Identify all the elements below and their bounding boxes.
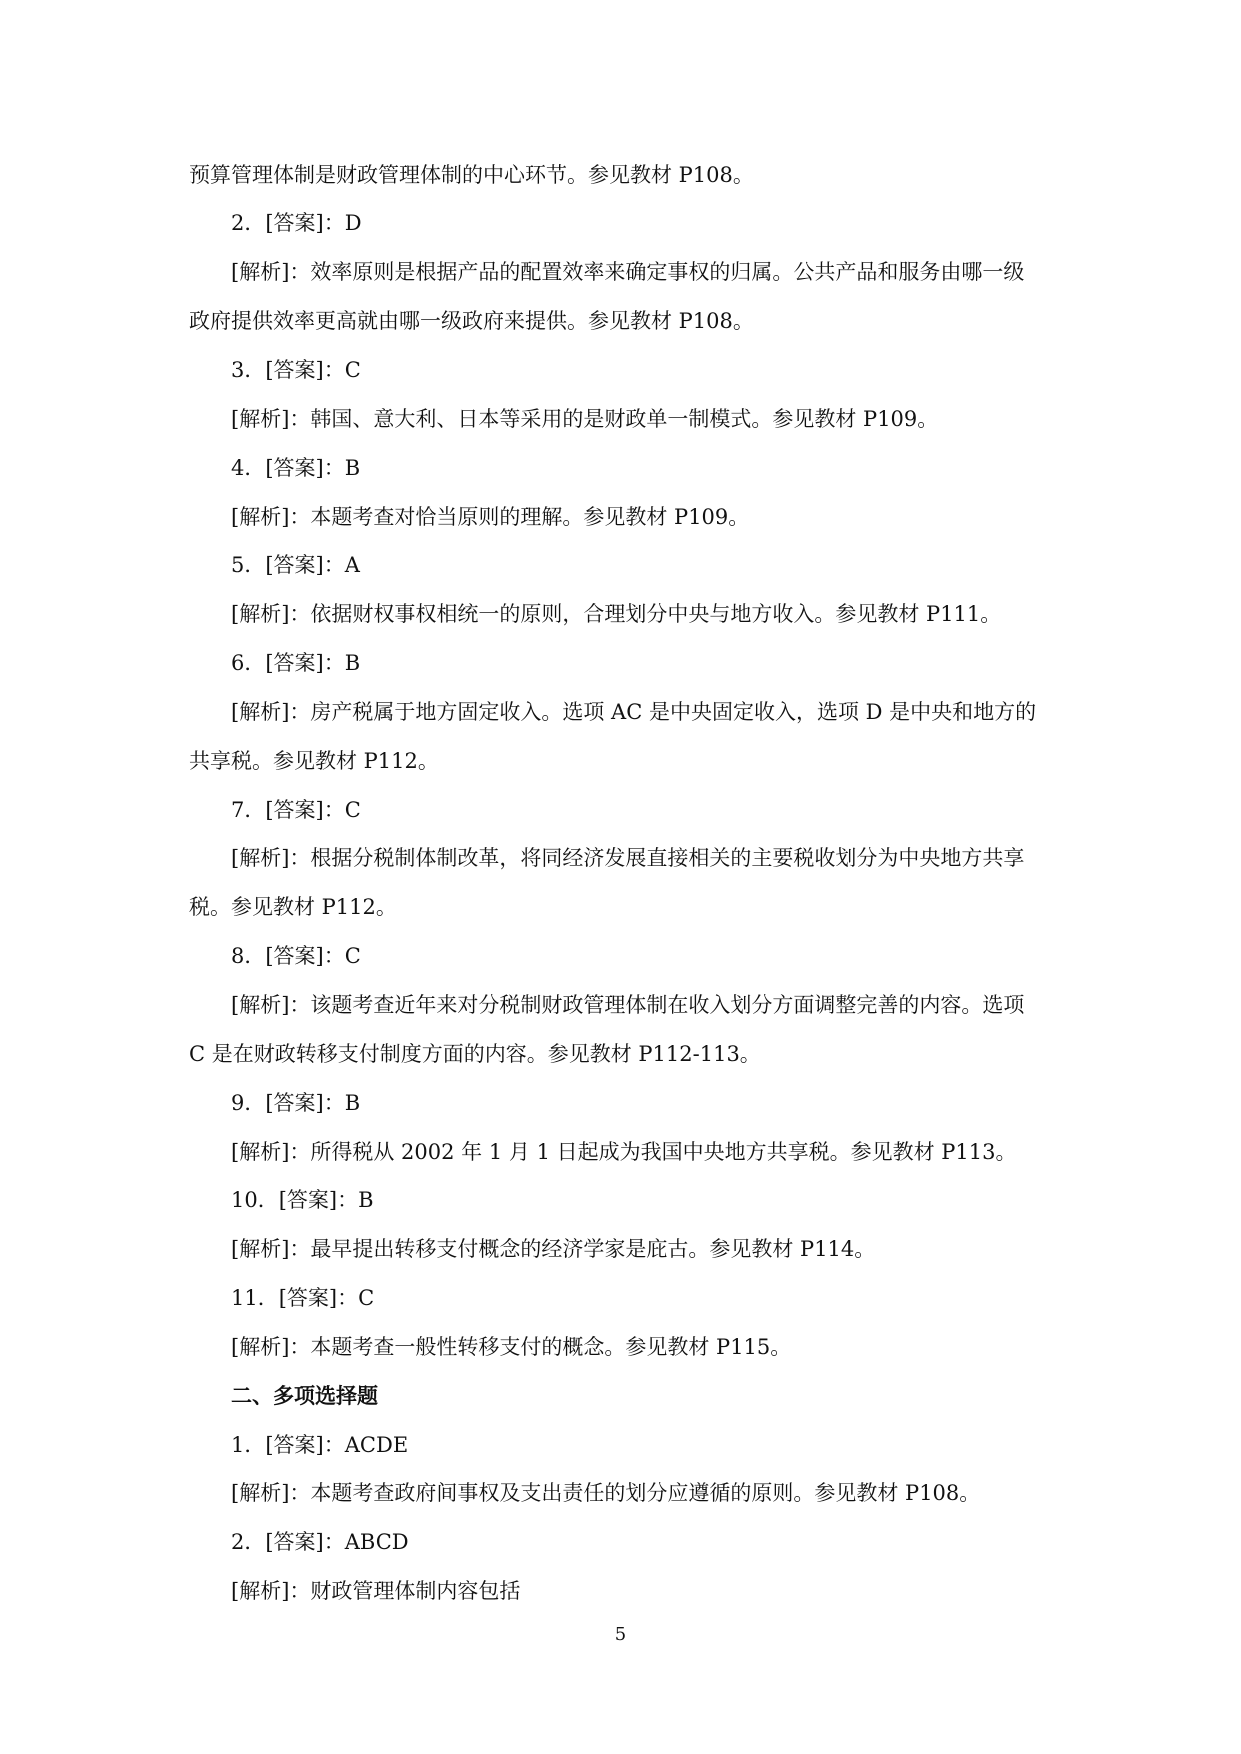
analysis-line: [解析]：韩国、意大利、日本等采用的是财政单一制模式。参见教材 P109。 [231,407,939,431]
analysis-line: [解析]：房产税属于地方固定收入。选项 AC 是中央固定收入，选项 D 是中央和地方的 [231,700,1037,724]
analysis-line: [解析]：最早提出转移支付概念的经济学家是庇古。参见教材 P114。 [231,1237,876,1261]
answer-line: 5．[答案]：A [231,553,360,577]
answer-line: 8．[答案]：C [231,944,361,968]
analysis-line: [解析]：该题考查近年来对分税制财政管理体制在收入划分方面调整完善的内容。选项 [231,993,1025,1017]
section-heading: 二、多项选择题 [231,1384,378,1408]
answer-line: 1．[答案]：ACDE [231,1433,409,1457]
answer-line: 3．[答案]：C [231,358,361,382]
text-line: 政府提供效率更高就由哪一级政府来提供。参见教材 P108。 [189,309,754,333]
analysis-line: [解析]：效率原则是根据产品的配置效率来确定事权的归属。公共产品和服务由哪一级 [231,260,1025,284]
analysis-line: [解析]：根据分税制体制改革，将同经济发展直接相关的主要税收划分为中央地方共享 [231,846,1025,870]
analysis-line: [解析]：依据财权事权相统一的原则，合理划分中央与地方收入。参见教材 P111。 [231,602,1002,626]
answer-line: 2．[答案]：D [231,211,362,235]
answer-line: 10．[答案]：B [231,1188,374,1212]
text-line: 共享税。参见教材 P112。 [189,749,439,773]
analysis-line: [解析]：财政管理体制内容包括 [231,1579,521,1603]
analysis-line: [解析]：本题考查政府间事权及支出责任的划分应遵循的原则。参见教材 P108。 [231,1481,981,1505]
answer-line: 4．[答案]：B [231,456,361,480]
analysis-line: [解析]：所得税从 2002 年 1 月 1 日起成为我国中央地方共享税。参见教材 P113。 [231,1140,1017,1164]
answer-line: 11．[答案]：C [231,1286,375,1310]
answer-line: 7．[答案]：C [231,798,361,822]
answer-line: 2．[答案]：ABCD [231,1530,409,1554]
answer-line: 9．[答案]：B [231,1091,361,1115]
analysis-line: [解析]：本题考查一般性转移支付的概念。参见教材 P115。 [231,1335,792,1359]
text-line: 税。参见教材 P112。 [189,895,397,919]
text-line: 预算管理体制是财政管理体制的中心环节。参见教材 P108。 [189,163,754,187]
answer-line: 6．[答案]：B [231,651,361,675]
page-number: 5 [614,1624,627,1645]
text-line: C 是在财政转移支付制度方面的内容。参见教材 P112-113。 [189,1042,761,1066]
analysis-line: [解析]：本题考查对恰当原则的理解。参见教材 P109。 [231,505,750,529]
